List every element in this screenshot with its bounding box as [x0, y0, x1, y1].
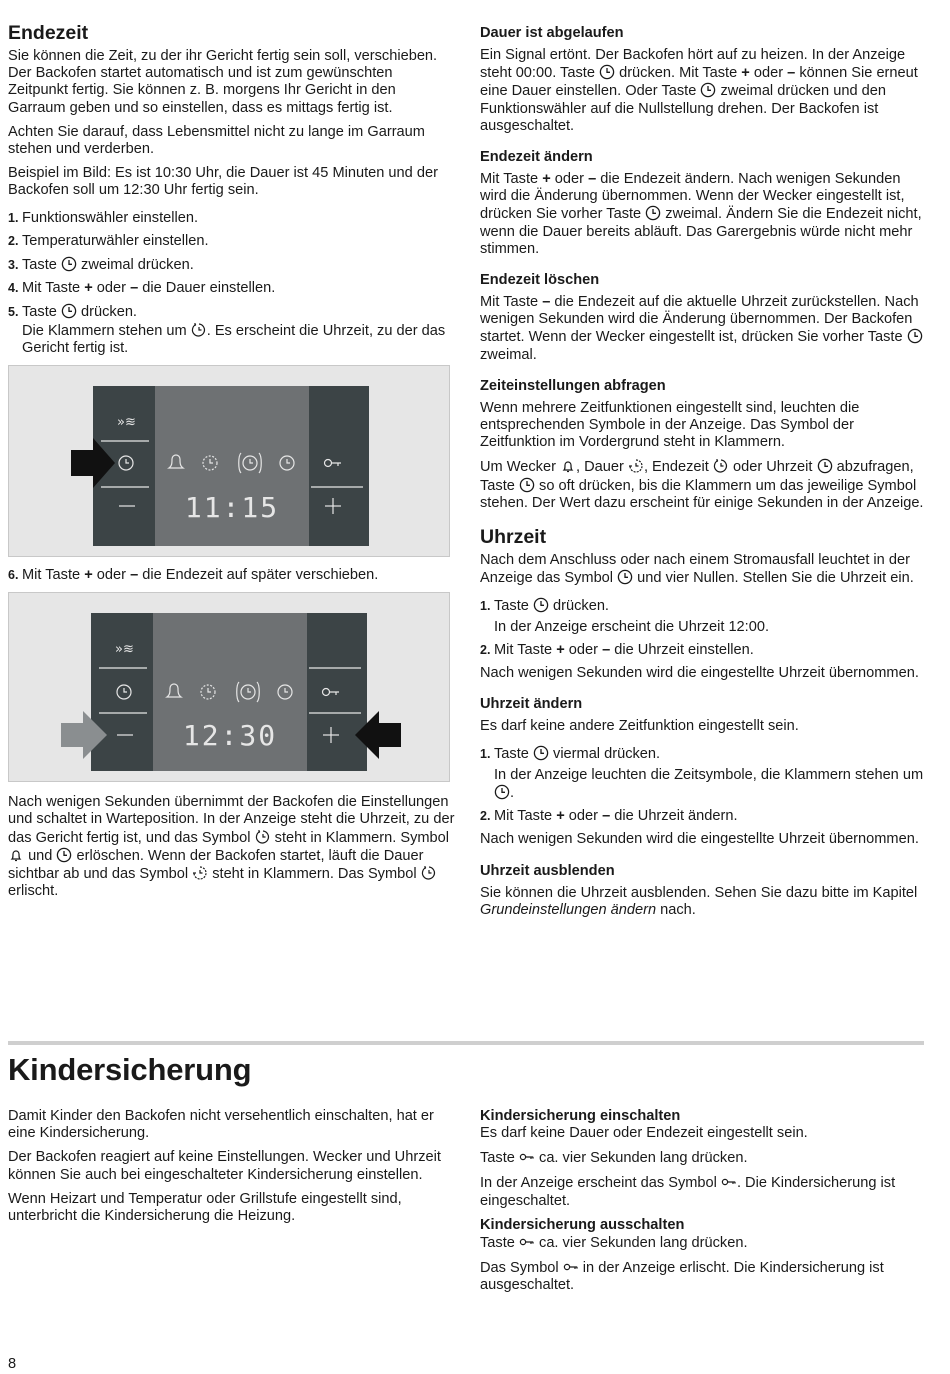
steps-list [8, 210, 456, 357]
subsection-title: Uhrzeit ändern [480, 696, 583, 713]
paragraph: Ein Signal ertönt. Der Backofen hört auf zu heizen. In der Anzeige steht 00:00. Taste drücken. Mit Taste + oder – können Sie erneut eine Dauer einstellen. Oder Taste zweimal drücken und den Funktionswähler auf die Nullstellung drehen. Der Backofen ist ausgeschaltet. [480, 47, 918, 134]
page-number: 8 [8, 1356, 17, 1372]
kinder-left-column [8, 1108, 456, 1232]
paragraph: Taste ca. vier Sekunden lang drücken. [480, 1234, 748, 1251]
clock-icon [533, 597, 549, 613]
clock-icon [61, 256, 77, 272]
plus-icon: + [741, 65, 750, 82]
endezeit-icon [713, 458, 729, 474]
svg-text:»≋: »≋ [115, 642, 134, 658]
plus-icon: + [556, 808, 565, 825]
minus-icon: – [787, 65, 796, 82]
plus-icon: + [542, 171, 551, 188]
clock-icon [494, 784, 510, 800]
paragraph: Um Wecker , Dauer , Endezeit oder Uhrzeit abzufragen, Taste so oft drücken, bis die Klammern um das jeweilige Symbol stehen. Der Wert dazu erscheint für einige Sekunden in der Anzeige. [480, 459, 924, 511]
oven-panel-figure-1 [8, 365, 450, 557]
endezeit-icon [255, 829, 271, 845]
paragraph: Nach wenigen Sekunden übernimmt der Backofen die Einstellungen und schaltet in Warteposition. In der Anzeige steht die Uhrzeit, zu der das Gericht fertig ist, und das Symbol steht in Klammern. Symbol und erlöschen. Wenn der Backofen startet, läuft die Dauer sichtbar ab und das Symbol steht in Klammern. Das Symbol erlischt. [8, 794, 455, 900]
plus-icon: + [84, 567, 93, 584]
list-item: 6. Mit Taste + oder – die Endezeit auf später verschieben. [8, 567, 379, 584]
list-item: 5. Taste drücken. Die Klammern stehen um . Es erscheint die Uhrzeit, zu der das Gericht fertig ist. [8, 304, 446, 356]
clock-icon [617, 569, 633, 585]
minus-icon: – [602, 641, 611, 658]
subsection-title: Kindersicherung ausschalten [480, 1216, 685, 1233]
subsection-title: Uhrzeit ausblenden [480, 862, 615, 879]
clock-icon [56, 847, 72, 863]
endezeit-icon [191, 322, 207, 338]
minus-icon: – [602, 808, 611, 825]
paragraph: Taste ca. vier Sekunden lang drücken. [480, 1150, 748, 1167]
endezeit-icon [421, 865, 437, 881]
list-item: 2. Temperaturwähler einstellen. [8, 232, 209, 249]
list-item: 2. Mit Taste + oder – die Uhrzeit einstellen. [480, 641, 754, 658]
list-item: 1. Taste drücken. In der Anzeige erscheint die Uhrzeit 12:00. [480, 598, 770, 635]
clock-icon [907, 328, 923, 344]
clock-icon [61, 303, 77, 319]
subsection-title: Kindersicherung einschalten [480, 1108, 681, 1124]
clock-icon [645, 205, 661, 221]
plus-icon: + [556, 641, 565, 658]
section-divider [8, 1041, 924, 1045]
left-column [8, 22, 456, 907]
paragraph: Mit Taste + oder – die Endezeit ändern. Nach wenigen Sekunden wird die Änderung übernommen. Wenn der Wecker eingestellt ist, drücken Sie vorher Taste zweimal. Ändern Sie die Endezeit nicht, wenn die Dauer bereits abläuft. Das Garergebnis würde nicht mehr stimmen. [480, 171, 922, 257]
subsection-title: Endezeit löschen [480, 272, 600, 289]
steps-list [480, 745, 928, 825]
paragraph: Sie können die Uhrzeit ausblenden. Sehen Sie dazu bitte im Kapitel Grundeinstellungen ändern nach. [480, 884, 918, 918]
clock-icon [599, 64, 615, 80]
steps-list-continued [8, 567, 456, 584]
dauer-icon [628, 458, 644, 474]
dauer-icon [192, 865, 208, 881]
paragraph: Es darf keine andere Zeitfunktion eingestellt sein. [480, 718, 799, 735]
key-icon [721, 1174, 737, 1190]
paragraph: Das Symbol in der Anzeige erlischt. Die Kindersicherung ist ausgeschaltet. [480, 1260, 884, 1294]
display-readout: 11:15 [184, 491, 280, 525]
list-item: 1. Taste viermal drücken. In der Anzeige leuchten die Zeitsymbole, die Klammern stehen um . [480, 746, 924, 801]
subsection-title: Dauer ist abgelaufen [480, 25, 624, 41]
list-item: 2. Mit Taste + oder – die Uhrzeit ändern. [480, 808, 738, 825]
paragraph: Es darf keine Dauer oder Endezeit eingestellt sein. [480, 1125, 808, 1141]
subsection-title: Endezeit ändern [480, 149, 593, 166]
paragraph: Achten Sie darauf, dass Lebensmittel nicht zu lange im Garraum stehen und verderben. [8, 123, 425, 158]
paragraph: Nach wenigen Sekunden wird die eingestellte Uhrzeit übernommen. [480, 831, 919, 848]
plus-icon: + [84, 280, 93, 297]
list-item: 1. Funktionswähler einstellen. [8, 209, 199, 226]
section-title-kindersicherung: Kindersicherung [8, 1052, 252, 1087]
bell-icon [560, 458, 576, 474]
minus-icon: – [130, 567, 139, 584]
clock-icon [519, 477, 535, 493]
minus-icon: – [588, 171, 597, 188]
paragraph: Wenn mehrere Zeitfunktionen eingestellt sind, leuchten die entsprechenden Symbole in der Anzeige. Das Symbol der Zeitfunktion im Vordergrund steht in Klammern. [480, 399, 860, 451]
paragraph: Wenn Heizart und Temperatur oder Grillstufe eingestellt sind, unterbricht die Kindersicherung die Heizung. [8, 1190, 402, 1225]
right-column [480, 25, 928, 933]
clock-icon [533, 745, 549, 761]
list-item: 4. Mit Taste + oder – die Dauer einstellen. [8, 280, 276, 297]
subsection-title: Zeiteinstellungen abfragen [480, 377, 666, 394]
kinder-right-column [480, 1108, 928, 1301]
paragraph: Nach dem Anschluss oder nach einem Stromausfall leuchtet in der Anzeige das Symbol und vier Nullen. Stellen Sie die Uhrzeit ein. [480, 552, 914, 587]
key-icon [519, 1234, 535, 1250]
steps-list [480, 597, 928, 659]
paragraph: Beispiel im Bild: Es ist 10:30 Uhr, die Dauer ist 45 Minuten und der Backofen soll um 12:30 Uhr fertig sein. [8, 165, 438, 199]
svg-text:»≋: »≋ [117, 415, 136, 431]
minus-icon: – [130, 280, 139, 297]
section-title-endezeit: Endezeit [8, 22, 89, 44]
clock-icon [700, 82, 716, 98]
minus-icon: – [542, 294, 551, 311]
paragraph: Der Backofen reagiert auf keine Einstellungen. Wecker und Uhrzeit können Sie auch bei eingeschalteter Kindersicherung einstellen. [8, 1149, 441, 1183]
paragraph: In der Anzeige erscheint das Symbol . Die Kindersicherung ist eingeschaltet. [480, 1175, 896, 1209]
key-icon [563, 1259, 579, 1275]
display-readout: 12:30 [182, 719, 278, 753]
clock-icon [817, 458, 833, 474]
bell-icon [8, 847, 24, 863]
list-item: 3. Taste zweimal drücken. [8, 257, 194, 274]
oven-panel-figure-2 [8, 592, 450, 782]
paragraph: Damit Kinder den Backofen nicht versehentlich einschalten, hat er eine Kindersicherung. [8, 1108, 434, 1142]
paragraph: Sie können die Zeit, zu der ihr Gericht fertig sein soll, verschieben. Der Backofen startet automatisch und ist zum gewünschten Zeitpunkt fertig. Sie können z. B. morgens Ihr Gericht in den Garraum geben und so einstellen, dass es mittags fertig ist. [8, 48, 438, 116]
paragraph: Nach wenigen Sekunden wird die eingestellte Uhrzeit übernommen. [480, 665, 919, 682]
section-title-uhrzeit: Uhrzeit [480, 526, 547, 549]
paragraph: Mit Taste – die Endezeit auf die aktuelle Uhrzeit zurückstellen. Nach wenigen Sekunden wird die Änderung übernommen. Der Backofen startet. Wenn der Wecker eingestellt ist, drücken Sie vorher Taste zweimal. [480, 294, 928, 364]
key-icon [519, 1149, 535, 1165]
